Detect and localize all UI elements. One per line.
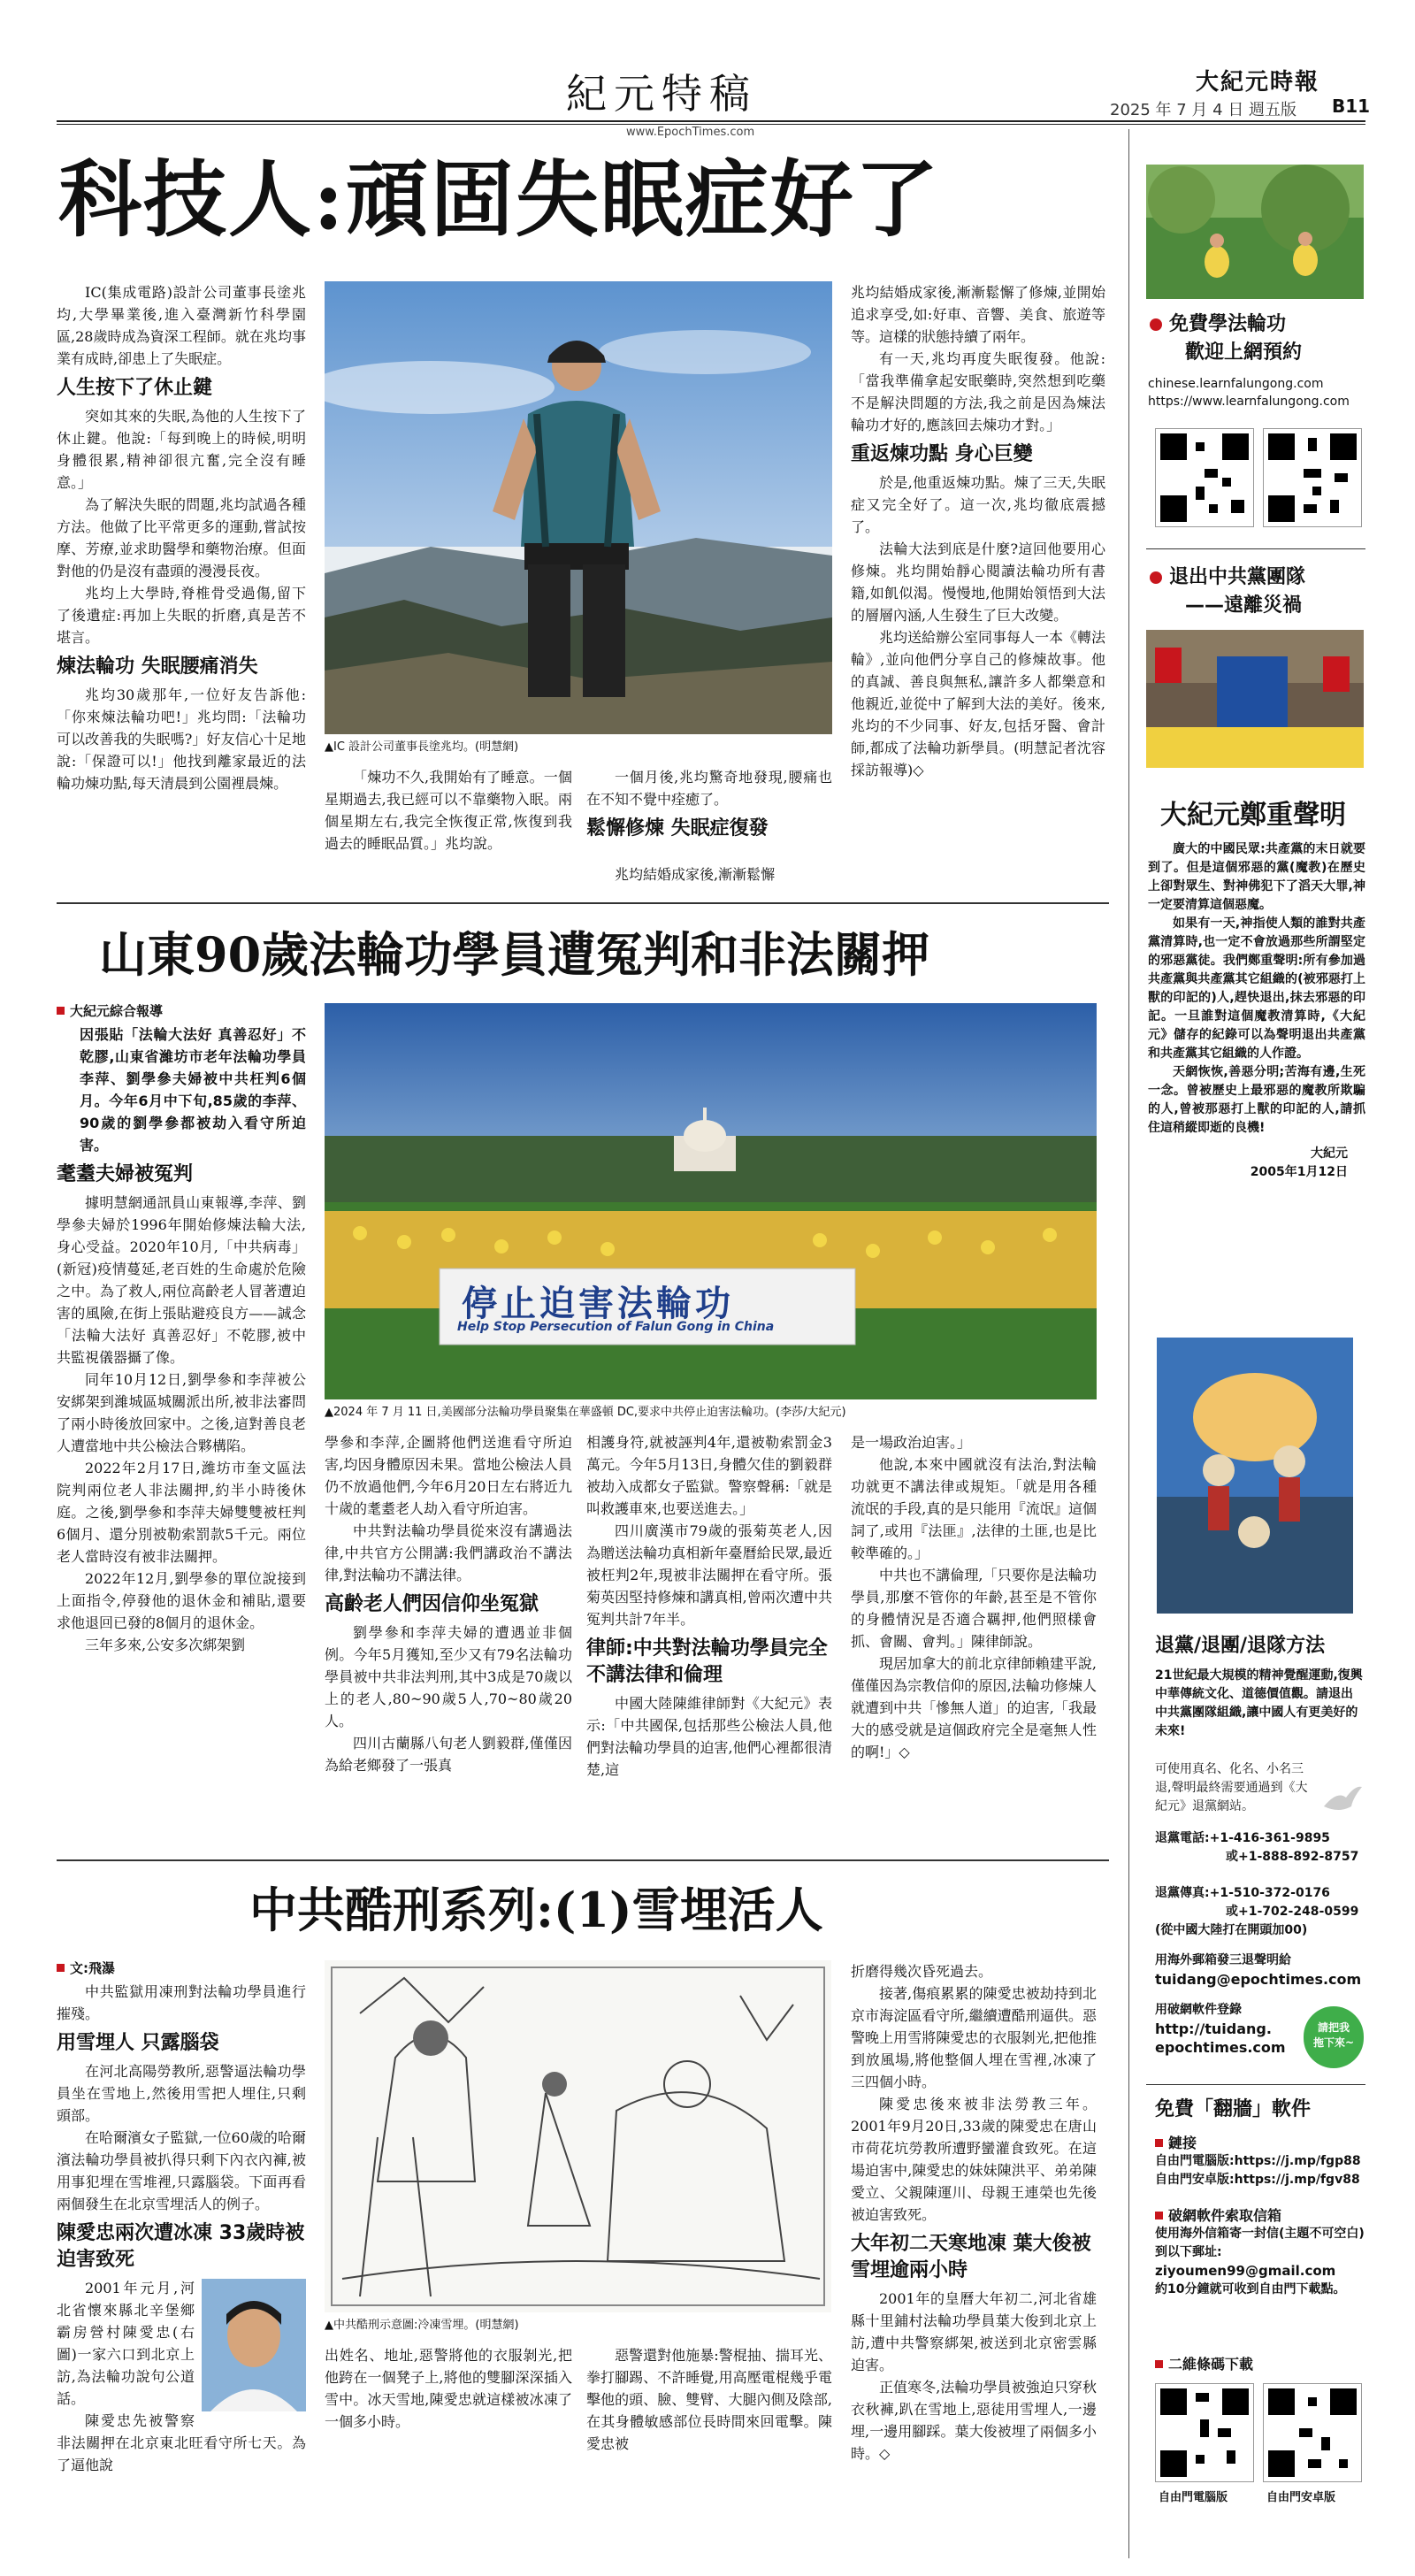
paragraph: 「煉功不久,我開始有了睡意。一個星期過去,我已經可以不靠藥物入眠。兩個星期左右,我完全恢復正常,恢復到我過去的睡眠品質。」兆均說。 xyxy=(325,769,572,852)
page-number: B11 xyxy=(1332,96,1371,117)
links-heading xyxy=(1155,2134,1367,2152)
masthead: 大紀元時報 xyxy=(1196,69,1320,96)
article3-col3 xyxy=(586,2344,832,2455)
article1-photo-caption: ▲IC 設計公司董事長塗兆均。(明慧網) xyxy=(325,740,519,754)
article-divider-1 xyxy=(57,902,1109,904)
article1-subhead-4: 重返煉功點 身心巨變 xyxy=(851,443,1033,465)
paragraph: 惡警還對他施暴:警棍抽、揣耳光、拳打腳踢、不許睡覺,用高壓電棍幾乎電擊他的頭、臉、雙臂、大腿內側及陰部,在其身體敏感部位長時間來回電擊。陳愛忠被 xyxy=(586,2347,832,2452)
article2-photo-caption: ▲2024 年 7 月 11 日,美國部分法輪功學員聚集在華盛頓 DC,要求中共停止迫害法輪功。(李莎/大紀元) xyxy=(325,1406,846,1419)
qr-code-icon[interactable] xyxy=(1155,428,1254,527)
qr-code-freegate-pc-icon[interactable] xyxy=(1155,2383,1254,2482)
quit-line1: 退出中共黨團隊 xyxy=(1169,566,1306,588)
paragraph: 2022年2月17日,濰坊市奎文區法院判兩位老人非法關押,約半小時後休庭。之後,劉學參和李萍夫婦雙雙被枉判6個月、還分別被勒索罰款5千元。兩位老人當時沒有被非法關押。 xyxy=(57,1460,306,1565)
paragraph: 2001年的皇曆大年初二,河北省雄縣十里鋪村法輪功學員葉大俊到北京上訪,遭中共警察綁架,被送到北京密雲縣迫害。 xyxy=(851,2290,1097,2373)
article2-col3 xyxy=(586,1431,832,1781)
article1-col2 xyxy=(325,766,572,855)
article3-illustration xyxy=(325,1960,831,2312)
tel-label: 退黨電話: xyxy=(1155,1831,1210,1845)
banner-english: Help Stop Persecution of Falun Gong in China xyxy=(457,1320,775,1334)
article1-intro: IC(集成電路)設計公司董事長塗兆均,大學畢業後,進入臺灣新竹科學園區,28歲時成為資深工程師。就在兆均事業有成時,卻患上了失眠症。 xyxy=(57,284,306,367)
request-heading xyxy=(1155,2206,1365,2225)
paragraph: 一個月後,兆均驚奇地發現,腰痛也在不知不覺中痊癒了。 xyxy=(586,769,832,808)
qr-download-heading xyxy=(1155,2355,1253,2373)
red-dot-icon xyxy=(1150,571,1162,584)
article2-col4 xyxy=(851,1431,1097,1763)
header-rule xyxy=(57,120,1365,122)
paragraph: 四川古蘭縣八旬老人劉毅群,僅僅因為給老鄉發了一張真 xyxy=(325,1735,572,1774)
qr-label-android: 自由門安卓版 xyxy=(1266,2491,1336,2504)
paragraph: 中共對法輪功學員從來沒有講過法律,中共官方公開講:我們講政治不講法律,對法輪功不講法律。 xyxy=(325,1522,572,1583)
article3-source xyxy=(57,1959,306,1977)
paragraph: 是一場政治迫害。」 xyxy=(851,1434,972,1451)
article3-subhead-2: 陳愛忠兩次遭冰凍 33歲時被迫害致死 xyxy=(57,2222,305,2271)
paragraph: 接著,傷痕累累的陳愛忠被劫持到北京市海淀區看守所,繼續遭酷刑逼供。惡警晚上用雪將陳愛忠的衣服剝光,把他推到放風場,將他整個人埋在雪裡,冰凍了三四個小時。 xyxy=(851,1985,1097,2090)
declaration-date: 2005年1月12日 xyxy=(1250,1165,1348,1179)
learn-url-1[interactable]: chinese.learnfalungong.com xyxy=(1148,377,1324,391)
source-square-icon xyxy=(57,1007,65,1015)
tel-1[interactable]: +1-416-361-9895 xyxy=(1209,1831,1330,1845)
article3-col1 xyxy=(57,1959,306,2476)
link-freegate-android[interactable]: 自由門安卓版:https://j.mp/fgv88 xyxy=(1155,2173,1360,2187)
sidebar-photo-meditation xyxy=(1146,165,1364,299)
article2-col1 xyxy=(57,1001,306,1656)
paragraph: 中共監獄用凍刑對法輪功學員進行摧殘。 xyxy=(57,1983,306,2022)
paragraph: 2001年元月,河北省懷來縣北辛堡鄉霸房營村陳愛忠(右圖)一家六口到北京上訪,為法輪功說句公道話。 xyxy=(57,2280,195,2407)
fax-note: (從中國大陸打在開頭加00) xyxy=(1155,1923,1308,1937)
article3-col4 xyxy=(851,1960,1097,2465)
site-url[interactable]: www.EpochTimes.com xyxy=(626,126,755,139)
paragraph: 在哈爾濱女子監獄,一位60歲的哈爾濱法輪功學員被扒得只剩下內衣內褲,被用事犯埋在雪堆裡,只露腦袋。下面再看兩個發生在北京雪埋活人的例子。 xyxy=(57,2129,306,2212)
fax-1[interactable]: +1-510-372-0176 xyxy=(1209,1886,1330,1900)
qr-code-icon[interactable] xyxy=(1263,428,1362,527)
article2-col2 xyxy=(325,1431,572,1776)
paragraph: 突如其來的失眠,為他的人生按下了休止鍵。他說:「每到晚上的時候,明明身體很累,精神卻很亢奮,完全沒有睡意。」 xyxy=(57,408,306,491)
caption-text: IC 設計公司董事長塗兆均。(明慧網) xyxy=(333,740,519,754)
article2-lead: 因張貼「法輪大法好 真善忍好」不乾膠,山東省濰坊市老年法輪功學員李萍、劉學參夫婦被中共枉判6個月。今年6月中下旬,85歲的李萍、90歲的劉學參都被劫入看守所迫害。 xyxy=(80,1026,306,1154)
red-square-icon xyxy=(1155,2360,1163,2368)
article1-col1 xyxy=(57,281,306,794)
source-text: 文:飛瀑 xyxy=(70,1960,115,1976)
article1-photo xyxy=(325,281,832,734)
learn-url-2[interactable]: https://www.learnfalungong.com xyxy=(1148,395,1350,409)
dove-icon xyxy=(1319,1782,1364,1821)
source-square-icon xyxy=(57,1964,65,1972)
paragraph: 他說,本來中國就沒有法治,對法輪功就更不講法律或規矩。「就是用各種流氓的手段,真的是只能用『流氓』這個詞了,或用『法匪』,法律的土匪,也是比較準確的。」 xyxy=(851,1456,1097,1561)
request-heading-text: 破網軟件索取信箱 xyxy=(1168,2207,1282,2224)
date: 2025 年 7 月 4 日 週五版 xyxy=(1110,101,1297,119)
article-divider-2 xyxy=(57,1859,1109,1861)
quit-method-title: 退黨/退團/退隊方法 xyxy=(1155,1635,1326,1657)
article1-col4 xyxy=(851,281,1105,781)
sidebar-rule xyxy=(1146,2084,1365,2085)
paragraph: 兆均結婚成家後,漸漸鬆懈了修煉,並開始追求享受,如:好車、音響、美食、旅遊等等。這樣的狀態持續了兩年。 xyxy=(851,284,1105,345)
fax-block xyxy=(1155,1884,1367,1940)
article1-subhead-1: 人生按下了休止鍵 xyxy=(57,377,213,399)
declaration-title: 大紀元鄭重聲明 xyxy=(1160,800,1346,831)
free-learn-line1: 免費學法輪功 xyxy=(1169,313,1287,335)
register-url-2[interactable]: epochtimes.com xyxy=(1155,2039,1286,2056)
register-url-1[interactable]: http://tuidang. xyxy=(1155,2020,1272,2037)
article2-source xyxy=(57,1001,306,1020)
paragraph: 於是,他重返煉功點。煉了三天,失眠症又完全好了。這一次,兆均徹底震撼了。 xyxy=(851,474,1105,535)
drag-me-badge[interactable] xyxy=(1304,2006,1364,2068)
sidebar-divider xyxy=(1128,129,1129,2558)
caption-text: 中共酷刑示意圖:冷凍雪埋。(明慧網) xyxy=(333,2319,519,2332)
article2-subhead-3: 律師:中共對法輪功學員完全不講法律和倫理 xyxy=(586,1637,828,1686)
article3-subhead-3: 大年初二天寒地凍 葉大俊被雪埋逾兩小時 xyxy=(851,2233,1091,2281)
paragraph: 兆均30歲那年,一位好友告訴他:「你來煉法輪功吧!」兆均問:「法輪功可以改善我的失眠嗎?」好友信心十足地說:「保證可以!」他找到離家最近的法輪功煉功點,每天清晨到公園裡晨煉。 xyxy=(57,686,306,792)
drag-me-line2: 拖下來~ xyxy=(1312,2036,1355,2049)
tel-block xyxy=(1155,1829,1367,1867)
email-address[interactable]: tuidang@epochtimes.com xyxy=(1155,1971,1362,1988)
paragraph: 兆均結婚成家後,漸漸鬆懈 xyxy=(615,866,776,883)
article2-subhead-1: 耄耋夫婦被冤判 xyxy=(57,1163,194,1185)
free-learn-title-2: 歡迎上網預約 xyxy=(1185,341,1303,364)
paragraph: 如果有一天,神指使人類的誰對共產黨清算時,也一定不會放過那些所謂堅定的邪惡黨徒。我們鄭重聲明:所有參加過共產黨與共產黨其它組織的(被邪惡打上獸的印記的)人,趕快退出,抹去邪惡的印記。一旦誰對這個魔教清算時,《大紀元》儲存的紀錄可以為聲明退出共產黨和共產黨其它組織的人作證。 xyxy=(1148,916,1365,1061)
article3-photo-caption: ▲中共酷刑示意圖:冷凍雪埋。(明慧網) xyxy=(325,2319,519,2332)
red-square-icon xyxy=(1155,2139,1163,2147)
links-heading-text: 鏈接 xyxy=(1168,2135,1197,2151)
sidebar-illustration xyxy=(1157,1338,1353,1614)
paragraph: 廣大的中國民眾:共產黨的末日就要到了。但是這個邪惡的黨(魔教)在歷史上卻對眾生、對神佛犯下了滔天大罪,神一定要清算這個惡魔。 xyxy=(1148,842,1365,912)
paragraph: 兆均送給辦公室同事每人一本《轉法輪》,並向他們分享自己的修煉故事。他的真誠、善良與無私,讓許多人都樂意和他親近,並從中了解到大法的美好。後來,兆均的不少同事、好友,包括牙醫、會計師,都成了法輪功新學員。(明慧記者沈容採訪報導)◇ xyxy=(851,629,1106,778)
paragraph: 四川廣漢市79歲的張菊英老人,因為贈送法輪功真相新年臺曆給民眾,最近被枉判2年,現被非法關押在看守所。張菊英因堅持修煉和講真相,曾兩次遭中共冤判共計7年半。 xyxy=(586,1522,832,1628)
declaration-body xyxy=(1148,840,1365,1182)
article3-col2 xyxy=(325,2344,572,2433)
email-note: 用海外郵箱發三退聲明給 xyxy=(1155,1953,1291,1967)
red-square-icon xyxy=(1155,2212,1163,2220)
request-text: 使用海外信箱寄一封信(主題不可空白)到以下郵址: xyxy=(1155,2227,1365,2259)
paragraph: 為了解決失眠的問題,兆均試過各種方法。他做了比平常更多的運動,嘗試按摩、芳療,並求助醫學和藥物治療。但面對他的仍是沒有盡頭的漫漫長夜。 xyxy=(57,496,306,579)
paragraph: 中國大陸陳維律師對《大紀元》表示:「中共國保,包括那些公檢法人員,他們對法輪功學員的迫害,他們心裡都很清楚,這 xyxy=(586,1695,832,1778)
paragraph: 天網恢恢,善惡分明;苦海有邊,生死一念。曾被歷史上最邪惡的魔教所欺騙的人,曾被那惡打上獸的印記的人,請抓住這稍縱即逝的良機! xyxy=(1148,1065,1365,1135)
article1-subhead-3: 鬆懈修煉 失眠症復發 xyxy=(586,817,769,840)
article1-subhead-2: 煉法輪功 失眠腰痛消失 xyxy=(57,656,258,678)
qr-code-freegate-android-icon[interactable] xyxy=(1263,2383,1362,2482)
article2-photo xyxy=(325,1003,1097,1399)
article3-subhead-1: 用雪埋人 只露腦袋 xyxy=(57,2032,219,2054)
qr-label-pc: 自由門電腦版 xyxy=(1159,2491,1228,2504)
request-email[interactable]: ziyoumen99@gmail.com xyxy=(1155,2263,1336,2279)
quit-party-title xyxy=(1150,564,1305,591)
portrait-photo xyxy=(202,2279,306,2411)
declaration-sign: 大紀元 xyxy=(1311,1146,1348,1161)
request-text-2: 約10分鐘就可收到自由門下載點。 xyxy=(1155,2282,1346,2296)
quit-method-note: 可使用真名、化名、小名三退,聲明最終需要通過到《大紀元》退黨網站。 xyxy=(1155,1762,1308,1813)
paragraph: 相護身符,就被誣判4年,還被勒索罰金3萬元。今年5月13日,身體欠佳的劉毅群被劫入成都女子監獄。警察聲稱:「就是叫救護車來,也要送進去。」 xyxy=(586,1434,832,1517)
tel-2[interactable]: 或+1-888-892-8757 xyxy=(1226,1850,1359,1864)
article2-headline: 山東90歲法輪功學員遭冤判和非法關押 xyxy=(99,926,930,983)
qr-download-heading-text: 二維條碼下載 xyxy=(1168,2356,1254,2373)
article1-headline: 科技人:頑固失眠症好了 xyxy=(58,151,940,249)
paragraph: 兆均上大學時,脊椎骨受過傷,留下了後遺症:再加上失眠的折磨,真是苦不堪言。 xyxy=(57,585,306,646)
paragraph: 三年多來,公安多次綁架劉 xyxy=(85,1637,246,1653)
sidebar-rule xyxy=(1146,548,1365,549)
paragraph: 2022年12月,劉學參的單位說接到上面指令,停發他的退休金和補貼,還要求他退回已發的8個月的退休金。 xyxy=(57,1570,306,1631)
header-rule-2 xyxy=(57,124,1365,125)
paragraph: 出姓名、地址,惡警將他的衣服剝光,把他跨在一個凳子上,將他的雙腳深深插入雪中。冰天雪地,陳愛忠就這樣被冰凍了一個多小時。 xyxy=(325,2347,572,2430)
register-block xyxy=(1155,2001,1314,2057)
link-freegate-pc[interactable]: 自由門電腦版:https://j.mp/fgp88 xyxy=(1155,2154,1361,2168)
drag-me-line1: 請把我 xyxy=(1317,2021,1350,2034)
paragraph: 有一天,兆均再度失眠復發。他說:「當我準備拿起安眠藥時,突然想到吃藥不是解決問題的方法,我之前是因為煉法輪功才好的,應該回去煉功才對。」 xyxy=(851,350,1105,433)
email-block xyxy=(1155,1951,1367,1989)
paragraph: 陳愛忠先被警察非法關押在北京東北旺看守所七天。為了逼他說 xyxy=(57,2412,306,2473)
paragraph: 在河北高陽勞教所,惡警逼法輪功學員坐在雪地上,然後用雪把人埋住,只剩頭部。 xyxy=(57,2063,306,2124)
free-software-title: 免費「翻牆」軟件 xyxy=(1155,2098,1312,2120)
paragraph: 據明慧網通訊員山東報導,李萍、劉學參夫婦於1996年開始修煉法輪大法,身心受益。2020年10月,「中共病毒」(新冠)疫情蔓延,老百姓的生命處於危險之中。為了救人,兩位高齡老人冒著遭迫害的風險,在街上張貼避疫良方——誠念「法輪大法好 真善忍好」不乾膠,被中共監視儀器攝了像。 xyxy=(57,1194,306,1366)
source-text: 大紀元綜合報導 xyxy=(70,1003,164,1019)
paragraph: 現居加拿大的前北京律師賴建平說,僅僅因為宗教信仰的原因,法輪功修煉人就遭到中共「慘無人道」的迫害,「我最大的感受就是這個政府完全是毫無人性的啊!」◇ xyxy=(851,1655,1097,1760)
quit-party-title-2: ——遠離災禍 xyxy=(1185,594,1303,617)
red-dot-icon xyxy=(1150,318,1162,331)
paragraph: 學參和李萍,企圖將他們送進看守所迫害,均因身體原因未果。當地公檢法人員仍不放過他們,今年6月20日左右將近九十歲的耄耋老人劫入看守所迫害。 xyxy=(325,1434,572,1517)
paragraph: 正值寒冬,法輪功學員被強迫只穿秋衣秋褲,趴在雪地上,惡徒用雪埋人,一邊埋,一邊用腳踩。葉大俊被埋了兩個多小時。◇ xyxy=(851,2379,1097,2462)
banner-chinese: 停止迫害法輪功 xyxy=(462,1284,734,1324)
free-learn-title xyxy=(1150,311,1286,338)
article2-subhead-2: 高齡老人們因信仰坐冤獄 xyxy=(325,1593,539,1615)
fax-2[interactable]: 或+1-702-248-0599 xyxy=(1226,1905,1359,1919)
register-note: 用破網軟件登錄 xyxy=(1155,2003,1242,2017)
article1-col3b xyxy=(586,863,832,888)
sidebar-photo-parade xyxy=(1146,630,1364,768)
quit-method-text: 21世紀最大規模的精神覺醒運動,復興中華傳統文化、道德價值觀。請退出中共黨團隊組織,讓中國人有更美好的未來! xyxy=(1155,1668,1363,1738)
paragraph: 劉學參和李萍夫婦的遭遇並非個例。今年5月獲知,至少又有79名法輪功學員被中共非法判刑,其中3成是70歲以上的老人,80~90歲5人,70~80歲20人。 xyxy=(325,1624,572,1729)
paragraph: 陳愛忠後來被非法勞教三年。2001年9月20日,33歲的陳愛忠在唐山市荷花坑勞教所遭野蠻灌食致死。在這場迫害中,陳愛忠的妹妹陳洪平、弟弟陳愛立、父親陳運川、母親王連榮也先後被迫害致死。 xyxy=(851,2096,1097,2223)
fax-label: 退黨傳真: xyxy=(1155,1886,1210,1900)
article1-col3 xyxy=(586,766,832,846)
article3-headline: 中共酷刑系列:(1)雪埋活人 xyxy=(249,1882,823,1938)
links-block xyxy=(1155,2134,1367,2189)
paragraph: 法輪大法到底是什麼?這回他要用心修煉。兆均開始靜心閱讀法輪功所有書籍,如飢似渴。慢慢地,他開始領悟到大法的層層內涵,人生發生了巨大改變。 xyxy=(851,540,1105,624)
section-title: 紀元特稿 xyxy=(566,70,757,118)
paragraph: 折磨得幾次昏死過去。 xyxy=(851,1963,993,1980)
paragraph: 同年10月12日,劉學參和李萍被公安綁架到濰城區城關派出所,被非法審問了兩小時後放回家中。之後,這對善良老人遭當地中共公檢法合夥構陷。 xyxy=(57,1371,306,1454)
caption-text: 2024 年 7 月 11 日,美國部分法輪功學員聚集在華盛頓 DC,要求中共停止迫害法輪功。(李莎/大紀元) xyxy=(333,1406,846,1419)
request-block xyxy=(1155,2206,1365,2299)
paragraph: 中共也不講倫理,「只要你是法輪功學員,那麼不管你的年齡,甚至是不管你的身體情況是否適合羈押,他們照樣會抓、會關、會判。」陳律師說。 xyxy=(851,1567,1097,1650)
